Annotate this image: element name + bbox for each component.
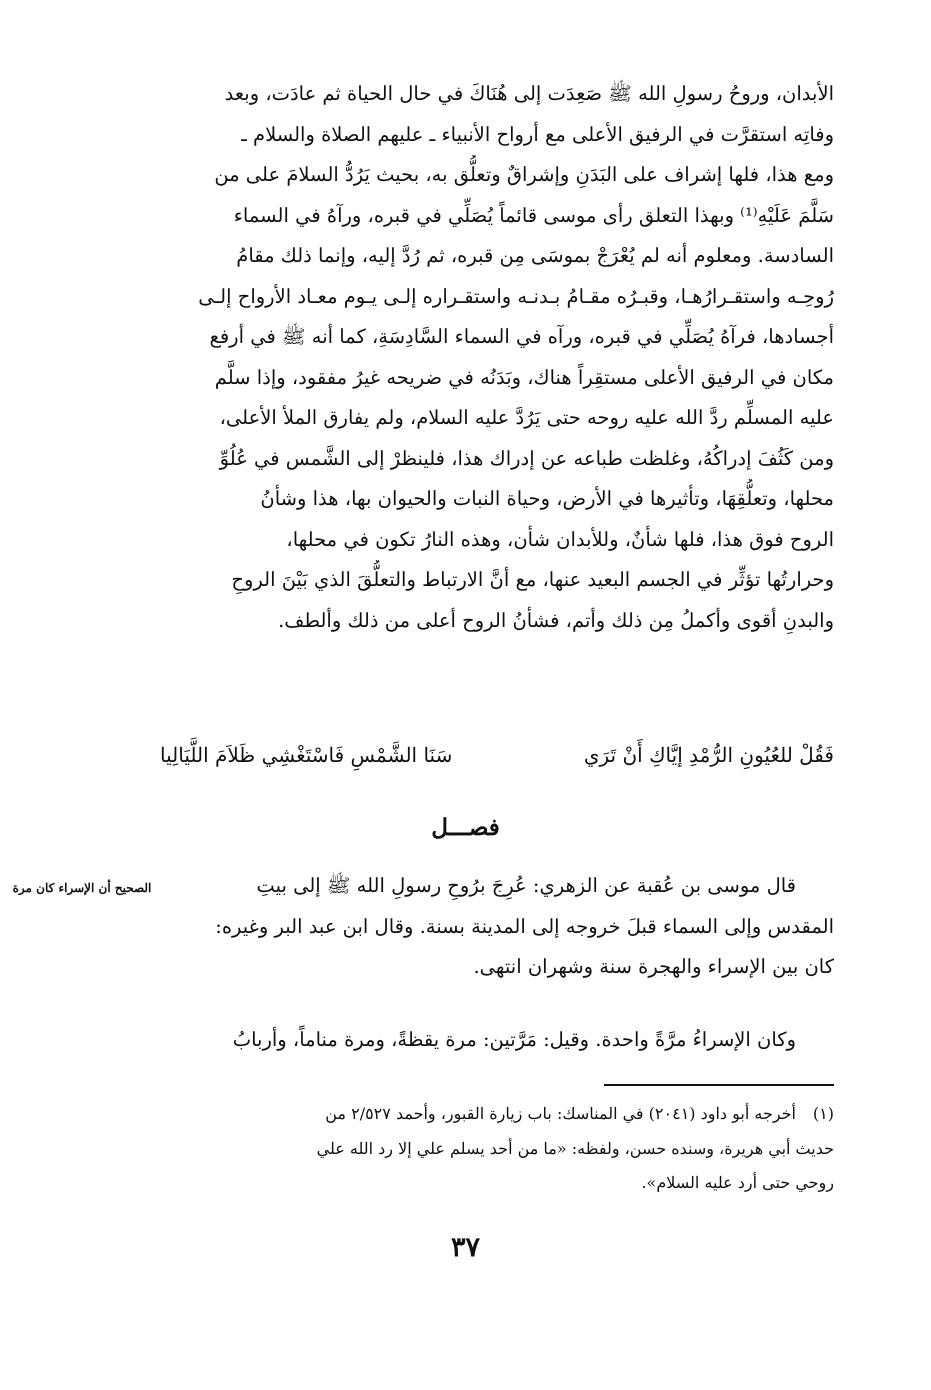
footnotes <box>160 1097 834 1201</box>
body-line: وحرارتُها تؤثِّر في الجسم البعيد عنها، مع أنَّ الارتباط والتعلُّقَ الذي بَيْنَ الروحِ <box>231 568 834 591</box>
footnote-line <box>160 1097 834 1132</box>
page-number: ٣٧ <box>450 1232 480 1263</box>
section-line: قال موسى بن عُقبة عن الزهري: عُرِجَ برُوحِ رسولِ الله ﷺ إلى بيتِ <box>256 874 796 897</box>
footnote-separator <box>604 1084 834 1086</box>
main-body-text <box>160 74 834 641</box>
body-line: عليه المسلِّم ردَّ الله عليه روحه حتى يَرُدَّ عليه السلام، ولم يفارق الملأ الأعلى، <box>219 406 834 429</box>
footnote-line: حديث أبي هريرة، وسنده حسن، ولفظه: «ما من أحد يسلم علي إلا رد الله علي <box>316 1138 834 1158</box>
margin-note: الصحيح أن الإسراء كان مرة <box>12 881 152 895</box>
section-paragraph <box>160 866 834 988</box>
closing-line: وكان الإسراءُ مرَّةً واحدة. وقيل: مَرَّتين: مرة يقظةً، ومرة مناماً، وأربابُ <box>232 1028 796 1051</box>
body-line: محلها، وتعلُّقِهَا، وتأثيرها في الأرض، وحياة النبات والحيوان بها، هذا وشأنُ <box>260 487 834 510</box>
body-line: وفاتِه استقرَّت في الرفيق الأعلى مع أرواح الأنبياء ـ عليهم الصلاة والسلام ـ <box>241 122 834 146</box>
section-heading: فصـــل <box>431 814 500 841</box>
body-line: مكان في الرفيق الأعلى مستقِراً هناك، وبَدَنُه في ضريحه غيرُ مفقود، وإذا سلَّم <box>214 365 834 389</box>
body-line: ومن كَثُفَ إدراكُهُ، وغلظت طباعه عن إدراك هذا، فلينظرْ إلى الشَّمس في عُلُوِّ <box>219 446 834 470</box>
verse-first-hemistich: فَقُلْ للعُيُونِ الرُّمْدِ إيَّاكِ أَنْ تَرَي <box>583 743 834 767</box>
body-line: الأبدان، وروحُ رسولِ الله ﷺ صَعِدَت إلى هُنَاكَ في حال الحياة ثم عادَت، وبعد <box>224 82 834 105</box>
body-line: أجسادها، فرآهُ يُصَلِّي في قبره، ورآه في السماء السَّادِسَةِ، كما أنه ﷺ في أرفع <box>209 325 834 348</box>
body-line: الروح فوق هذا، فلها شأنٌ، وللأبدان شأن، وهذه النارُ تكون في محلها، <box>286 527 834 551</box>
footnote-line: روحي حتى أرد عليه السلام». <box>641 1173 834 1192</box>
body-line: سَلَّمَ عَلَيْهِ⁽¹⁾ وبهذا التعلق رأى موسى قائماً يُصَلِّي في قبره، ورآهُ في السماء <box>233 203 834 227</box>
section-line: المقدس وإلى السماء قبلَ خروجه إلى المدينة بسنة. وقال ابن عبد البر وغيره: <box>215 914 834 938</box>
body-line: رُوحِـه واستقـرارُهـا، وقبـرُه مقـامُ بـدنـه واستقـراره إلـى يـوم معـاد الأرواح إلـى <box>198 284 834 308</box>
verse-second-hemistich: سَنَا الشَّمْسِ فَاسْتَغْشِي ظَلاَمَ اللَّيَالِيا <box>160 743 453 767</box>
section-line: كان بين الإسراء والهجرة سنة وشهران انتهى. <box>473 955 834 978</box>
footnote-marker: (١) <box>812 1104 834 1123</box>
body-line: السادسة. ومعلوم أنه لم يُعْرَجْ بموسَى مِن قبره، ثم رُدَّ إليه، وإنما ذلك مقامُ <box>236 244 834 267</box>
body-line: ومع هذا، فلها إشراف على البَدَنِ وإشراقٌ وتعلُّق به، بحيث يَرُدُّ السلامَ على من <box>214 163 834 186</box>
body-line: والبدنِ أقوى وأكملُ مِن ذلك وأتم، فشأنُ الروح أعلى من ذلك وألطف. <box>278 608 834 632</box>
poetry-verse <box>160 735 834 775</box>
footnote-text: أخرجه أبو داود (٢٠٤١) في المناسك: باب زيارة القبور، وأحمد ٢/٥٢٧ من <box>325 1104 796 1123</box>
closing-paragraph <box>160 1020 834 1061</box>
